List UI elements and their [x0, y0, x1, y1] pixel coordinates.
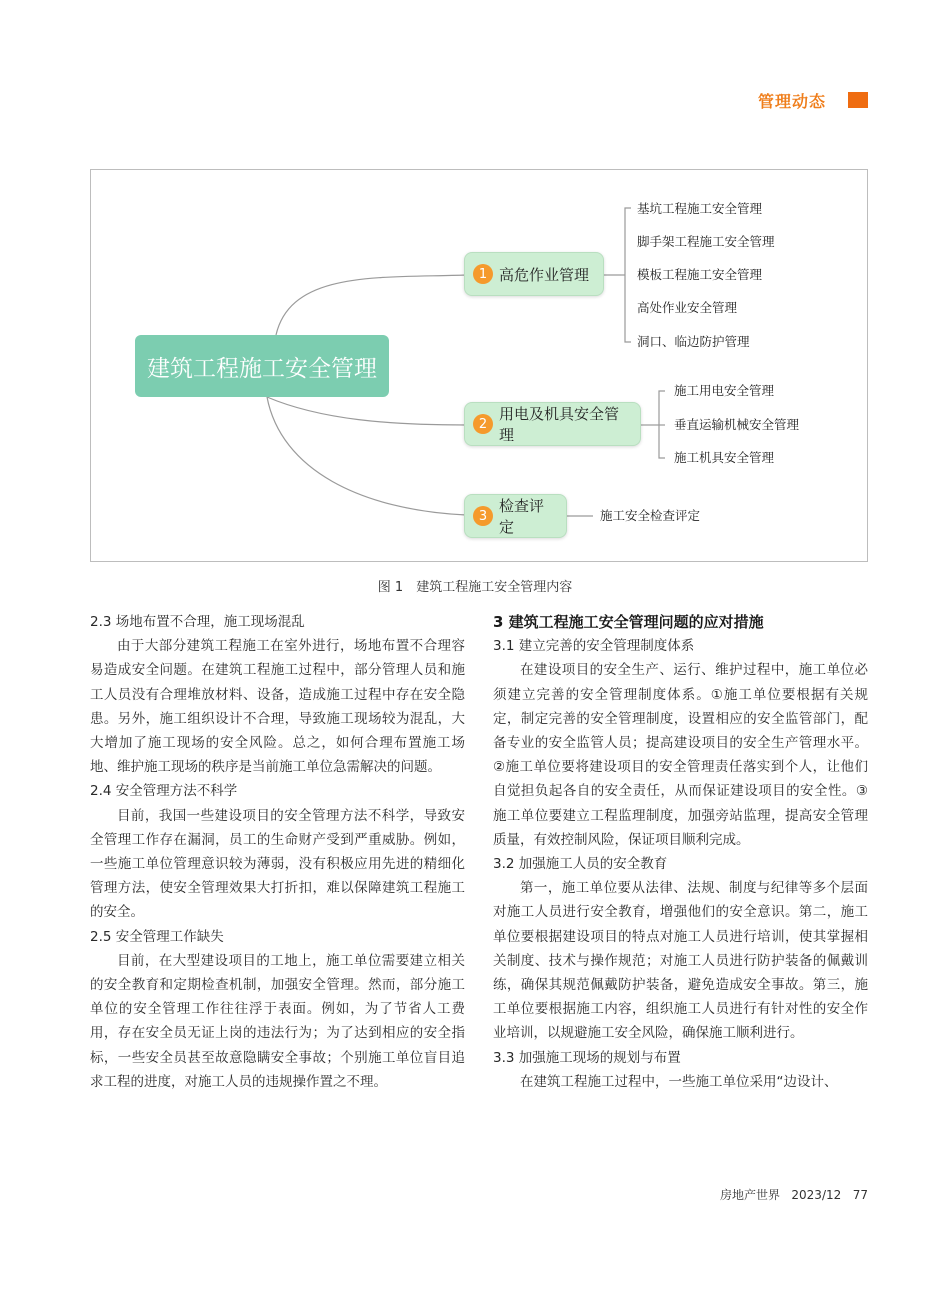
paragraph: 第一，施工单位要从法律、法规、制度与纪律等多个层面对施工人员进行安全教育，增强他们的安全意识。第二，施工单位要根据建设项目的特点对施工人员进行培训，使其掌握相关制度、技术与操作规范；对施工人员进行防护装备的佩戴训练，确保其规范佩戴防护装备，避免造成安全事故。第三，施工单位要根据施工内容，组织施工人员进行有针对性的安全作业培训，以规避施工安全风险，确保施工顺利进行。 [493, 880, 868, 1042]
right-column [493, 610, 868, 1094]
subsection-heading: 3.3 加强施工现场的规划与布置 [493, 1049, 681, 1066]
connector-root-branch-3 [267, 397, 466, 515]
number-badge: 2 [473, 414, 493, 434]
leaf-node: 施工用电安全管理 [674, 383, 775, 398]
subsection-heading: 2.3 场地布置不合理，施工现场混乱 [90, 614, 305, 630]
connector-root-branch-1 [276, 275, 466, 335]
leaf-node: 施工安全检查评定 [600, 508, 701, 523]
left-column [90, 610, 465, 1094]
subsection-heading: 2.5 安全管理工作缺失 [90, 928, 224, 945]
leaf-node: 高处作业安全管理 [637, 300, 738, 315]
section-label: 管理动态 [758, 92, 827, 111]
leaf-node: 模板工程施工安全管理 [637, 267, 763, 282]
section-marker [848, 92, 868, 108]
page-footer [720, 1186, 868, 1203]
leaf-node: 施工机具安全管理 [674, 450, 775, 465]
connector-root-branch-2 [267, 397, 466, 425]
leaf-node: 基坑工程施工安全管理 [637, 201, 763, 216]
subsection-heading: 3.1 建立完善的安全管理制度体系 [493, 638, 695, 655]
leaf-node: 洞口、临边防护管理 [637, 334, 750, 349]
branch-label: 用电及机具安全管理 [499, 405, 620, 444]
leaf-node: 脚手架工程施工安全管理 [637, 234, 775, 249]
number-badge: 1 [473, 264, 493, 284]
paragraph: 目前，在大型建设项目的工地上，施工单位需要建立相关的安全教育和定期检查机制，加强安全管理。然而，部分施工单位的安全管理工作往往浮于表面。例如，为了节省人工费用，存在安全员无证上岗的违法行为；为了达到相应的安全指标，一些安全员甚至故意隐瞒安全事故；个别施工单位盲目追求工程的进度，对施工人员的违规操作置之不理。 [90, 952, 465, 1090]
branch-label: 检查评定 [499, 497, 545, 536]
paragraph: 在建设项目的安全生产、运行、维护过程中，施工单位必须建立完善的安全管理制度体系。①施工单位要根据有关规定，制定完善的安全管理制度，设置相应的安全监管部门，配备专业的安全监管人员；提高建设项目的安全生产管理水平。②施工单位要将建设项目的安全管理责任落实到个人，让他们自觉担负起各自的安全责任，从而保证建设项目的安全性。③施工单位要建立工程监理制度，加强旁站监理，提高安全管理质量，有效控制风险，保证项目顺利完成。 [493, 662, 868, 848]
paragraph: 在建筑工程施工过程中，一些施工单位采用“边设计、 [520, 1073, 838, 1090]
branch-node-3 [464, 494, 567, 538]
figure-caption: 图 1 建筑工程施工安全管理内容 [377, 580, 573, 595]
bracket-branch-1 [625, 208, 631, 342]
subsection-heading: 2.4 安全管理方法不科学 [90, 783, 238, 800]
mind-map-figure [90, 169, 868, 562]
paragraph: 目前，我国一些建设项目的安全管理方法不科学，导致安全管理工作存在漏洞，员工的生命财产受到严重威胁。例如，一些施工单位管理意识较为薄弱，没有积极应用先进的精细化管理方法，使安全管理效果大打折扣，难以保障建筑工程施工的安全。 [90, 807, 465, 921]
leaf-node: 垂直运输机械安全管理 [674, 417, 800, 432]
issue-date: 2023/12 [791, 1188, 842, 1202]
section-heading: 3 建筑工程施工安全管理问题的应对措施 [493, 613, 764, 631]
journal-name: 房地产世界 [719, 1188, 780, 1202]
subsection-heading: 3.2 加强施工人员的安全教育 [493, 856, 668, 873]
branch-node-2 [464, 402, 641, 446]
number-badge: 3 [473, 506, 493, 526]
root-node: 建筑工程施工安全管理 [135, 335, 389, 397]
branch-label: 高危作业管理 [499, 265, 590, 284]
branch-node-1 [464, 252, 604, 296]
page-number: 77 [852, 1188, 868, 1202]
paragraph: 由于大部分建筑工程施工在室外进行，场地布置不合理容易造成安全问题。在建筑工程施工过程中，部分管理人员和施工人员没有合理堆放材料、设备，造成施工过程中存在安全隐患。另外，施工组织设计不合理，导致施工现场较为混乱，大大增加了施工现场的安全风险。总之，如何合理布置施工场地、维护施工现场的秩序是当前施工单位急需解决的问题。 [90, 638, 465, 776]
